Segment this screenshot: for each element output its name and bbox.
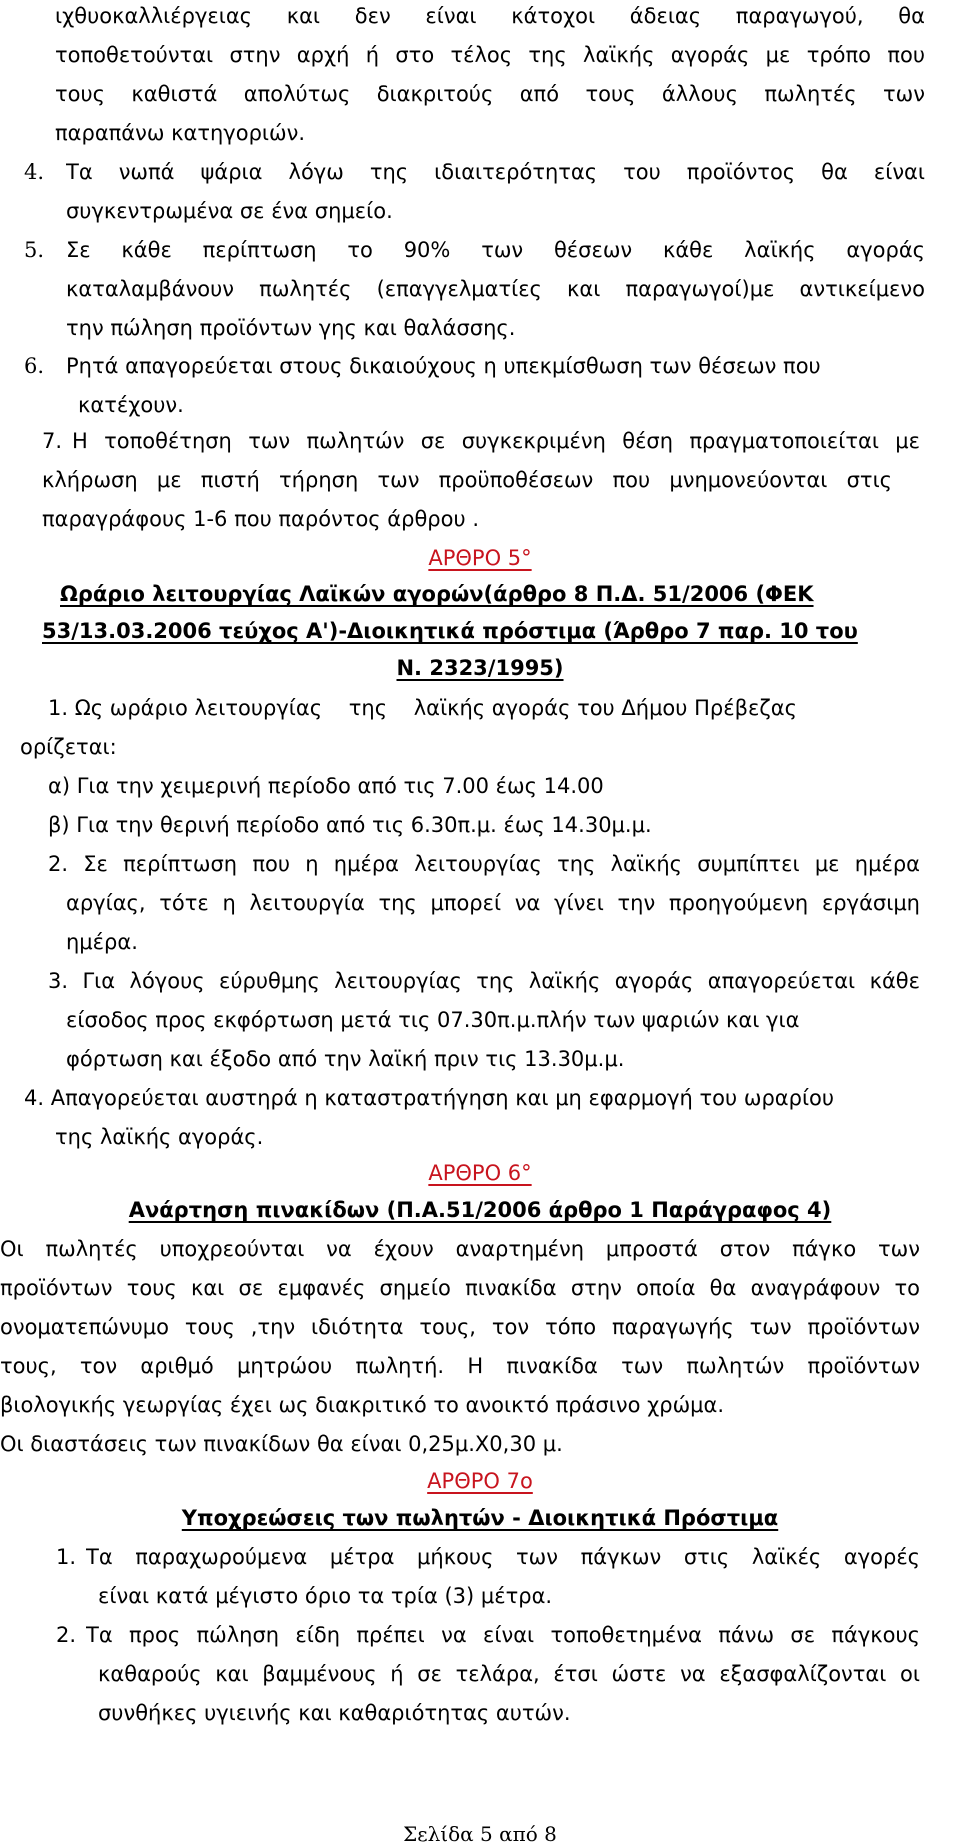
paragraph-line: τους, τον αριθμό μητρώου πωλητή. Η πινακίδα των πωλητών προϊόντων [0, 1354, 920, 1378]
article-heading: ΑΡΘΡΟ 7ο [427, 1469, 533, 1493]
paragraph-line: βιολογικής γεωργίας έχει ως διακριτικό το ανοικτό πράσινο χρώμα. [0, 1393, 725, 1417]
list-item-line: Τα νωπά ψάρια λόγω της ιδιαιτερότητας του προϊόντος θα είναι [66, 160, 925, 184]
paragraph-line: αργίας, τότε η λειτουργία της μπορεί να γίνει την προηγούμενη εργάσιμη [66, 891, 920, 915]
page-footer: Σελίδα 5 από 8 [403, 1822, 557, 1846]
list-item-line: καταλαμβάνουν πωλητές (επαγγελματίες και παραγωγοί)με αντικείμενο [66, 277, 925, 301]
sub-item-a: α) Για την χειμερινή περίοδο από τις 7.00 έως 14.00 [48, 774, 604, 798]
list-number: 2. [56, 1623, 77, 1647]
paragraph-line: 3. Για λόγους εύρυθμης λειτουργίας της λαϊκής αγοράς απαγορεύεται κάθε [48, 969, 920, 993]
article-title: Υποχρεώσεις των πωλητών - Διοικητικά Πρόστιμα [181, 1506, 779, 1530]
paragraph-line: της λαϊκής αγοράς. [55, 1125, 264, 1149]
paragraph-line: Οι πωλητές υποχρεούνται να έχουν αναρτημένη μπροστά στον πάγκο των [0, 1237, 920, 1261]
paragraph-line: 1. Ως ωράριο λειτουργίας της λαϊκής αγοράς του Δήμου Πρέβεζας [48, 696, 797, 720]
paragraph-line: προϊόντων τους και σε εμφανές σημείο πινακίδα στην οποία θα αναγράφουν το [0, 1276, 920, 1300]
article-title: Ανάρτηση πινακίδων (Π.Α.51/2006 άρθρο 1 Παράγραφος 4) [128, 1198, 832, 1222]
list-item-line: κατέχουν. [78, 393, 184, 417]
list-number: 7. [42, 429, 63, 453]
body-line: τους καθιστά απολύτως διακριτούς από τους άλλους πωλητές των [55, 82, 925, 106]
list-item-line: Τα προς πώληση είδη πρέπει να είναι τοποθετημένα πάνω σε πάγκους [86, 1623, 920, 1647]
list-number: 1. [56, 1545, 77, 1569]
list-item-line: καθαρούς και βαμμένους ή σε τελάρα, έτσι ώστε να εξασφαλίζονται οι [98, 1662, 920, 1686]
body-line: ιχθυοκαλλιέργειας και δεν είναι κάτοχοι άδειας παραγωγού, θα [55, 4, 925, 28]
list-item-line: Η τοποθέτηση των πωλητών σε συγκεκριμένη θέση πραγματοποιείται με [72, 429, 920, 453]
article-title: Ν. 2323/1995) [396, 656, 564, 680]
list-number: 6. [24, 354, 45, 378]
paragraph-line: Οι διαστάσεις των πινακίδων θα είναι 0,25μ.Χ0,30 μ. [0, 1432, 563, 1456]
list-item-line: Σε κάθε περίπτωση το 90% των θέσεων κάθε λαϊκής αγοράς [66, 238, 925, 262]
paragraph-line: ημέρα. [66, 930, 138, 954]
list-item-line: Ρητά απαγορεύεται στους δικαιούχους η υπεκμίσθωση των θέσεων που [66, 354, 821, 378]
list-item-line: κλήρωση με πιστή τήρηση των προϋποθέσεων που μνημονεύονται στις [42, 468, 892, 492]
article-title: Ωράριο λειτουργίας Λαϊκών αγορών(άρθρο 8 Π.Δ. 51/2006 (ΦΕΚ [60, 582, 814, 606]
sub-item-b: β) Για την θερινή περίοδο από τις 6.30π.μ. έως 14.30μ.μ. [48, 813, 652, 837]
paragraph-line: φόρτωση και έξοδο από την λαϊκή πριν τις 13.30μ.μ. [66, 1047, 625, 1071]
list-item-line: παραγράφους 1-6 που παρόντος άρθρου . [42, 507, 479, 531]
body-line: τοποθετούνται στην αρχή ή στο τέλος της λαϊκής αγοράς με τρόπο που [55, 43, 925, 67]
article-heading: ΑΡΘΡΟ 5° [428, 546, 532, 570]
list-item-line: συνθήκες υγιεινής και καθαριότητας αυτών. [98, 1701, 571, 1725]
list-number: 4. [24, 160, 45, 184]
list-item-line: συγκεντρωμένα σε ένα σημείο. [66, 199, 393, 223]
article-heading: ΑΡΘΡΟ 6° [428, 1161, 532, 1185]
paragraph-line: είσοδος προς εκφόρτωση μετά τις 07.30π.μ.πλήν των ψαριών και για [66, 1008, 800, 1032]
paragraph-line: 2. Σε περίπτωση που η ημέρα λειτουργίας της λαϊκής συμπίπτει με ημέρα [48, 852, 920, 876]
list-item-line: την πώληση προϊόντων γης και θαλάσσης. [66, 316, 516, 340]
paragraph-line: ονοματεπώνυμο τους ,την ιδιότητα τους, τον τόπο παραγωγής των προϊόντων [0, 1315, 920, 1339]
body-line: παραπάνω κατηγοριών. [55, 121, 306, 145]
list-number: 5. [24, 238, 45, 262]
paragraph-line: 4. Απαγορεύεται αυστηρά η καταστρατήγηση και μη εφαρμογή του ωραρίου [24, 1086, 835, 1110]
list-item-line: Τα παραχωρούμενα μέτρα μήκους των πάγκων στις λαϊκές αγορές [86, 1545, 920, 1569]
list-item-line: είναι κατά μέγιστο όριο τα τρία (3) μέτρα. [98, 1584, 553, 1608]
paragraph-line: ορίζεται: [20, 735, 117, 759]
article-title: 53/13.03.2006 τεύχος Α')-Διοικητικά πρόστιμα (Άρθρο 7 παρ. 10 του [42, 619, 858, 643]
